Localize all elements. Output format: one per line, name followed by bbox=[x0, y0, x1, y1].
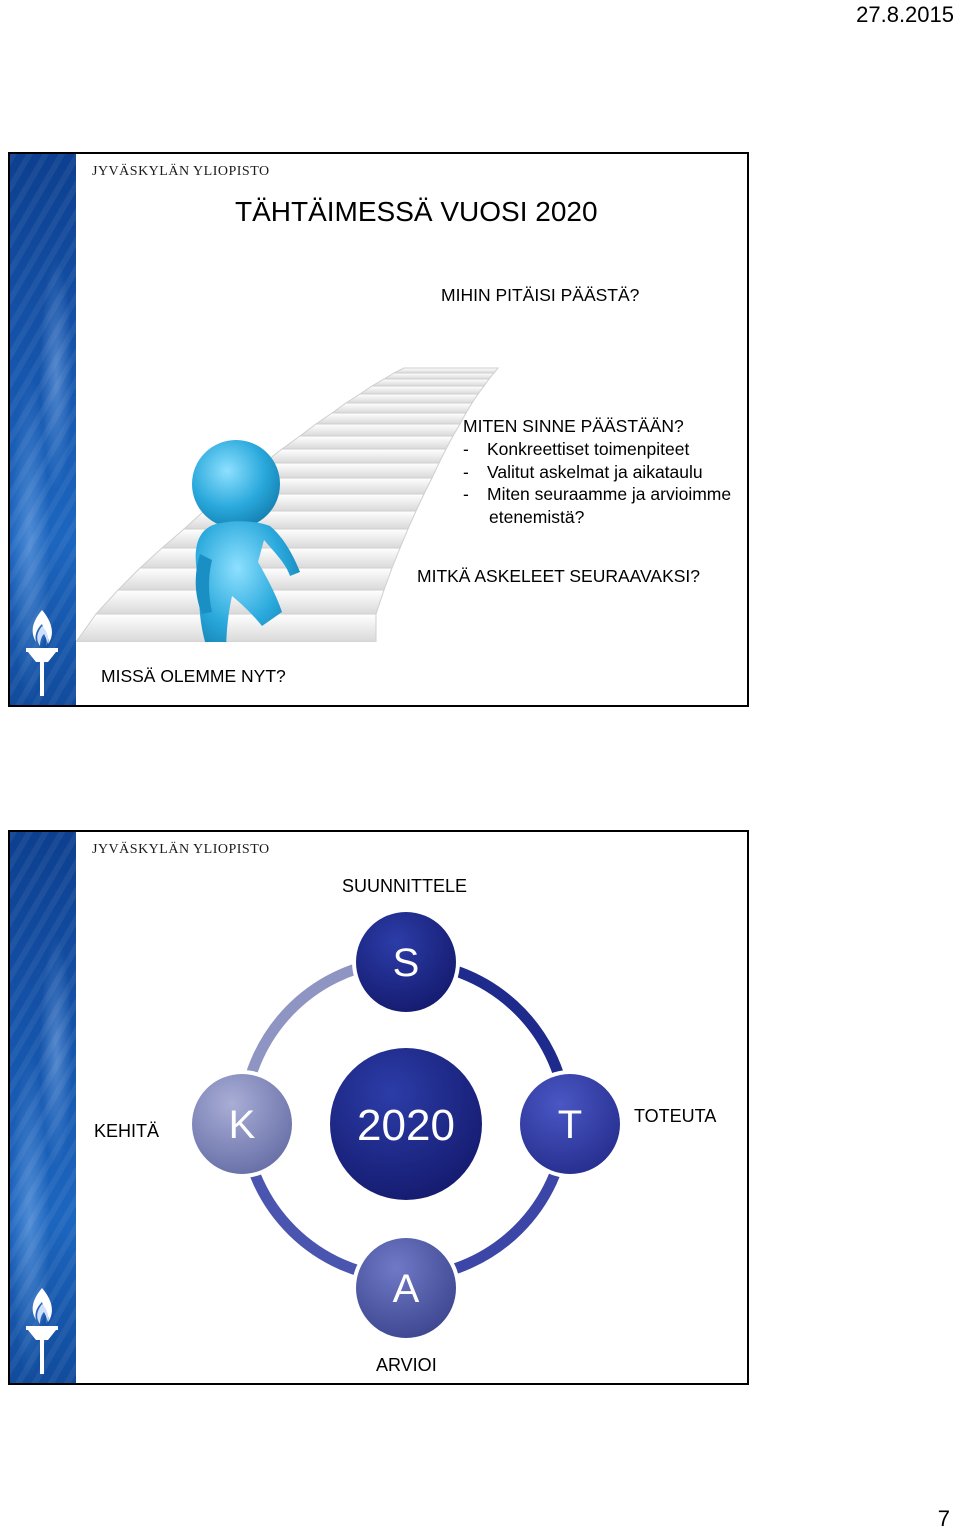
circle-a bbox=[352, 1234, 460, 1342]
stair-steps bbox=[76, 368, 498, 642]
stairs-illustration bbox=[76, 314, 521, 642]
question-where-now: MISSÄ OLEMME NYT? bbox=[101, 666, 286, 686]
page-number: 7 bbox=[937, 1506, 950, 1531]
dash-marker: - bbox=[463, 439, 469, 459]
university-name: JYVÄSKYLÄN YLIOPISTO bbox=[92, 842, 270, 857]
svg-text:T: T bbox=[557, 1103, 583, 1147]
label-implement: TOTEUTA bbox=[634, 1106, 717, 1126]
slide-target-2020 bbox=[8, 152, 749, 707]
list-item: - Konkreettiset toimenpiteet bbox=[463, 439, 690, 459]
slide-cycle bbox=[8, 830, 749, 1385]
list-item: - Valitut askelmat ja aikataulu bbox=[463, 461, 703, 482]
label-plan: SUUNNITTELE bbox=[342, 876, 468, 896]
svg-text:S: S bbox=[392, 941, 420, 985]
label-evaluate: ARVIOI bbox=[376, 1355, 437, 1375]
torch-logo-icon bbox=[22, 606, 62, 698]
page-date: 27.8.2015 bbox=[856, 2, 954, 27]
dash-marker: - bbox=[463, 484, 469, 504]
question-next-steps: MITKÄ ASKELEET SEURAAVAKSI? bbox=[417, 566, 701, 586]
circle-k bbox=[188, 1070, 296, 1178]
svg-text:2020: 2020 bbox=[357, 1101, 455, 1150]
slide-title: TÄHTÄIMESSÄ VUOSI 2020 bbox=[235, 196, 598, 227]
list-item-continuation: etenemistä? bbox=[489, 506, 585, 527]
circle-s bbox=[352, 908, 460, 1016]
circle-t bbox=[516, 1070, 624, 1178]
svg-text:A: A bbox=[392, 1267, 420, 1311]
circle-center-2020 bbox=[326, 1044, 486, 1204]
university-name: JYVÄSKYLÄN YLIOPISTO bbox=[92, 164, 270, 179]
dash-marker: - bbox=[463, 461, 469, 482]
question-how: MITEN SINNE PÄÄSTÄÄN? bbox=[463, 416, 684, 436]
how-list bbox=[463, 438, 731, 528]
list-item: - Miten seuraamme ja arvioimme bbox=[463, 484, 732, 504]
question-where-to: MIHIN PITÄISI PÄÄSTÄ? bbox=[441, 285, 640, 305]
label-develop: KEHITÄ bbox=[94, 1121, 160, 1141]
torch-logo-icon bbox=[22, 1284, 62, 1376]
svg-text:K: K bbox=[228, 1103, 256, 1147]
